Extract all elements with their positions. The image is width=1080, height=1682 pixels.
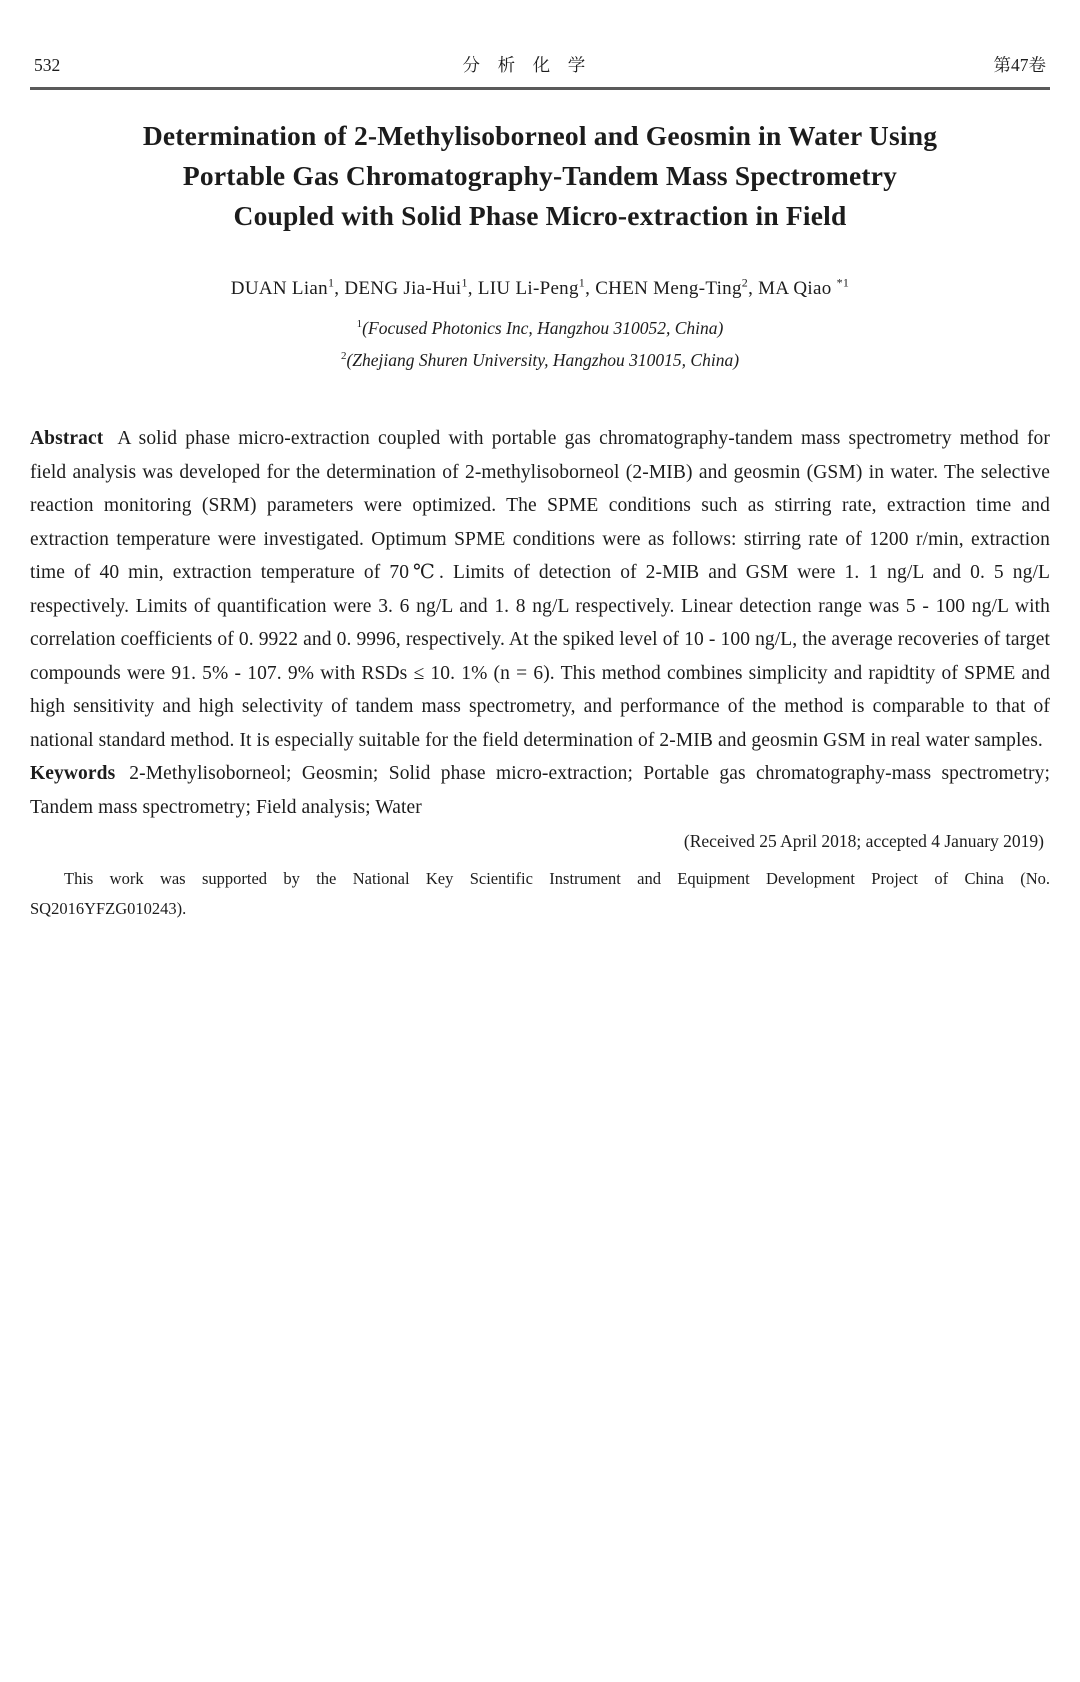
affiliation-list xyxy=(30,312,1050,376)
author-separator: , xyxy=(334,278,345,299)
abstract-text: A solid phase micro-extraction coupled with portable gas chromatography-tandem mass spectrometry method for field analysis was developed for the determination of 2-methylisoborneol (2-MIB) and geosmin (GSM) in water. The selective reaction monitoring (SRM) parameters were optimized. The SPME conditions such as stirring rate, extraction time and extraction temperature were investigated. Optimum SPME conditions were as follows: stirring rate of 1200 r/min, extraction time of 40 min, extraction temperature of 70℃. Limits of detection of 2-MIB and GSM were 1. 1 ng/L and 0. 5 ng/L respectively. Limits of quantification were 3. 6 ng/L and 1. 8 ng/L respectively. Linear detection range was 5 - 100 ng/L with correlation coefficients of 0. 9922 and 0. 9996, respectively. At the spiked level of 10 - 100 ng/L, the average recoveries of target compounds were 91. 5% - 107. 9% with RSDs ≤ 10. 1% (n = 6). This method combines simplicity and rapidtity of SPME and high sensitivity and high selectivity of tandem mass spectrometry, and performance of the method is comparable to that of national standard method. It is especially suitable for the field determination of 2-MIB and geosmin GSM in real water samples. xyxy=(30,428,1050,751)
author corresponding-author: MA Qiao $^{*1}$ xyxy=(758,275,850,299)
keywords-label: Keywords xyxy=(30,763,116,784)
volume-label: 第47卷 xyxy=(993,55,1046,75)
title-line-2: Portable Gas Chromatography-Tandem Mass Spectrometry xyxy=(182,160,898,191)
received-accepted-line: (Received 25 April 2018; accepted 4 January 2019) xyxy=(683,831,1044,851)
author-affiliation-mark: 2 xyxy=(741,275,749,290)
title-line-1: Determination of 2-Methylisoborneol and Geosmin in Water Using xyxy=(142,120,938,151)
affiliation-mark: 2 xyxy=(340,350,347,363)
affiliation-2: $^2$(Zhejiang Shuren University, Hangzhou 310015, China) xyxy=(340,350,740,370)
affiliation-1: $^1$(Focused Photonics Inc, Hangzhou 310052, China) xyxy=(356,318,724,338)
running-head xyxy=(30,52,1050,87)
author-list xyxy=(30,275,1050,300)
article-title xyxy=(30,116,1050,236)
author-separator: , xyxy=(585,278,596,299)
author-separator: , xyxy=(748,278,759,299)
abstract-paragraph xyxy=(30,422,1050,757)
author: LIU Li-Peng$^1$, xyxy=(477,275,596,299)
author: DUAN Lian$^1$, xyxy=(230,275,345,299)
author-affiliation-mark: 1 xyxy=(461,275,468,290)
page-number: 532 xyxy=(34,55,61,75)
keywords-paragraph xyxy=(30,757,1050,824)
abstract-label: Abstract xyxy=(30,428,104,449)
journal-name: 分 析 化 学 xyxy=(462,56,592,76)
keywords-text: 2-Methylisoborneol; Geosmin; Solid phase micro-extraction; Portable gas chromatography-mass spectrometry; Tandem mass spectrometry; Field analysis; Water xyxy=(30,763,1050,818)
author-affiliation-mark: 1 xyxy=(578,275,586,290)
funding-note: This work was supported by the National Key Scientific Instrument and Equipment Development Project of China (No. SQ2016YFZG010243). xyxy=(30,869,1050,918)
author-separator: , xyxy=(467,278,478,299)
author-affiliation-mark: 1 xyxy=(327,275,335,290)
title-line-3: Coupled with Solid Phase Micro-extraction in Field xyxy=(233,200,847,231)
author: DENG Jia-Hui$^1$, xyxy=(344,275,478,299)
affiliation-mark: 1 xyxy=(356,318,363,331)
author: CHEN Meng-Ting$^2$, xyxy=(595,275,759,299)
corresponding-author-mark: *1 xyxy=(836,275,850,290)
header-rule xyxy=(30,87,1050,90)
